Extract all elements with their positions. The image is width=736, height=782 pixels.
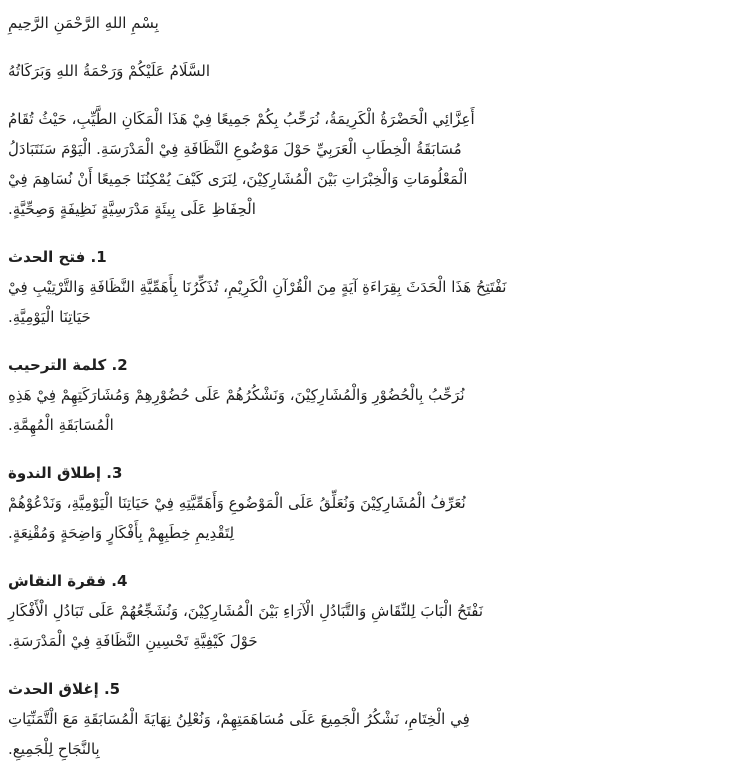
section-discussion — [8, 566, 508, 656]
section-heading: 3. إطلاق الندوة — [8, 464, 123, 482]
salam: السَّلَامُ عَلَيْكُمْ وَرَحْمَةُ اللهِ وَبَرَكَاتُهُ — [8, 62, 210, 80]
section-body: فِي الْخِتَامِ، نَشْكُرُ الْجَمِيعَ عَلَى مُسَاهَمَتِهِمْ، وَنُعْلِنُ نِهَايَةَ الْمُسَابَقَةِ مَعَ الْتَّمَنِّيَاتِ بِالنَّجَاحِ لِلْجَمِيعِ. — [8, 710, 470, 758]
section-heading: 5. إغلاق الحدث — [8, 680, 121, 698]
basmala: بِسْمِ اللهِ الرَّحْمَنِ الرَّحِيمِ — [8, 14, 159, 32]
section-closing — [8, 674, 508, 764]
section-heading: 2. كلمة الترحيب — [8, 356, 128, 374]
section-welcome — [8, 350, 508, 440]
section-body: نَفْتَحُ الْبَابَ لِلنِّقَاشِ وَالتَّبَادُلِ الْآرَاءِ بَيْنَ الْمُشَارِكِيْنَ، وَنُشَجِّعُهُمْ عَلَى تَبَادُلِ الْأَفْكَارِ حَوْلَ كَيْفِيَّةِ تَحْسِينِ النَّظَافَةِ فِيْ الْمَدْرَسَةِ. — [8, 602, 484, 650]
intro-paragraph: أَعِزَّائِي الْحَضْرَةُ الْكَرِيمَةُ، نُرَحِّبُ بِكُمْ جَمِيعًا فِيْ هَذَا الْمَكَانِ الطَّيِّبِ، حَيْثُ تُقَامُ مُسَابَقَةُ الْخِطَابِ الْعَرَبِيِّ حَوْلَ مَوْضُوعِ النَّظَافَةِ فِيْ الْمَدْرَسَةِ. الْيَوْمَ سَنَتَبَادَلُ الْمَعْلُومَاتِ وَالْخِبْرَاتِ بَيْنَ الْمُشَارِكِيْنَ، لِنَرَى كَيْفَ يُمْكِنُنَا جَمِيعًا أَنْ نُسَاهِمَ فِيْ الْحِفَاظِ عَلَى بِيئَةٍ مَدْرَسِيَّةٍ نَظِيفَةٍ وَصِحِّيَّةٍ. — [8, 110, 475, 218]
document — [8, 8, 508, 782]
section-launch — [8, 458, 508, 548]
section-body: نُرَحِّبُ بِالْحُضُوْرِ وَالْمُشَارِكِيْنَ، وَنَشْكُرُهُمْ عَلَى حُضُوْرِهِمْ وَمُشَارَكَتِهِمْ فِيْ هَذِهِ الْمُسَابَقَةِ الْمُهِمَّةِ. — [8, 386, 465, 434]
section-heading: 1. فتح الحدث — [8, 248, 107, 266]
section-heading: 4. فقرة النقاش — [8, 572, 128, 590]
section-body: نُعَرِّفُ الْمُشَارِكِيْنَ وَنُعَلِّقُ عَلَى الْمَوْضُوعِ وَأَهَمِّيَّتِهِ فِيْ حَيَاتِنَا الْيَوْمِيَّةِ، وَنَدْعُوْهُمْ لِتَقْدِيمِ خِطَبِهِمْ بِأَفْكَارٍ وَاضِحَةٍ وَمُقْنِعَةٍ. — [8, 494, 466, 542]
section-opening — [8, 242, 508, 332]
section-body: نَفْتَتِحُ هَذَا الْحَدَثَ بِقِرَاءَةِ آيَةٍ مِنَ الْقُرْآنِ الْكَرِيْمِ، تُذَكِّرُنَا بِأَهَمِّيَّةِ النَّظَافَةِ وَالتَّرْتِيْبِ فِيْ حَيَاتِنَا الْيَوْمِيَّةِ. — [8, 278, 507, 326]
